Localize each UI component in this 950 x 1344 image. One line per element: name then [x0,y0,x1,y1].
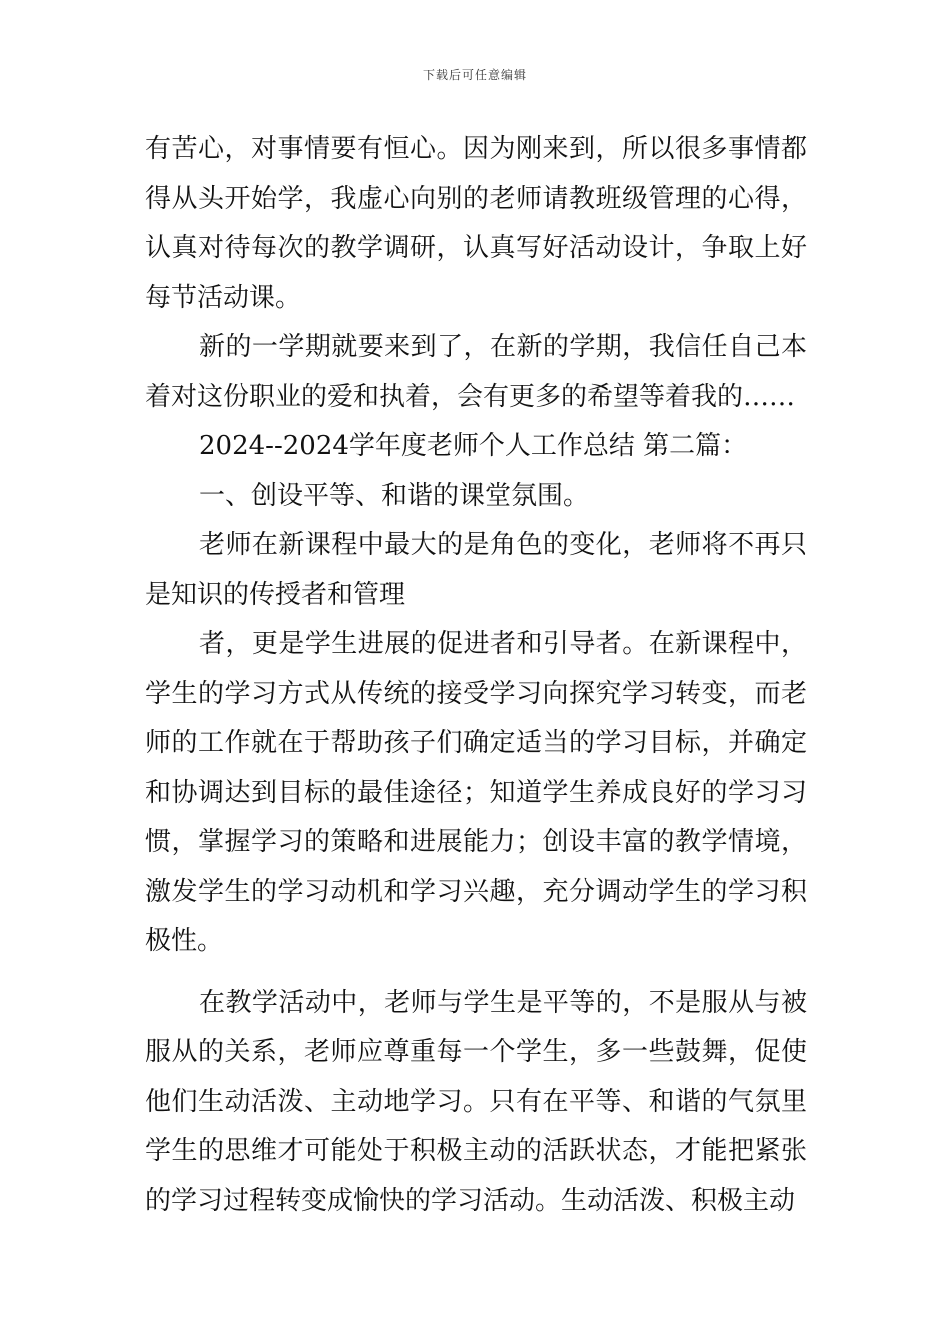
paragraph-role-change: 老师在新课程中最大的是角色的变化，老师将不再只是知识的传授者和管理 [145,530,807,610]
paragraph-new-semester: 新的一学期就要来到了，在新的学期，我信任自己本着对这份职业的爱和执着，会有更多的希望等着我的…… [145,332,807,412]
paragraph-student-development: 者，更是学生进展的促进者和引导者。在新课程中，学生的学习方式从传统的接受学习向探究学习转变，而老师的工作就在于帮助孩子们确定适当的学习目标，并确定和协调达到目标的最佳途径；知道学生养成良好的学习习惯，掌握学习的策略和进展能力；创设丰富的教学情境，激发学生的学习动机和学习兴趣，充分调动学生的学习积极性。 [145,629,807,956]
paragraph-teaching-activity: 在教学活动中，老师与学生是平等的，不是服从与被服从的关系，老师应尊重每一个学生，多一些鼓舞，促使他们生动活泼、主动地学习。只有在平等、和谐的气氛里学生的思维才可能处于积极主动的活跃状态，才能把紧张的学习过程转变成愉快的学习活动。生动活泼、积极主动 [145,987,807,1216]
document-body [145,125,807,1226]
page-header-note: 下载后可任意编辑 [422,68,527,82]
section-title: 2024--2024学年度老师个人工作总结 第二篇： [199,431,748,461]
paragraph-continued: 有苦心，对事情要有恒心。因为刚来到，所以很多事情都得从头开始学，我虚心向别的老师请教班级管理的心得，认真对待每次的教学调研，认真写好活动设计，争取上好每节活动课。 [145,134,807,313]
section-heading-1: 一、创设平等、和谐的课堂氛围。 [199,480,590,511]
